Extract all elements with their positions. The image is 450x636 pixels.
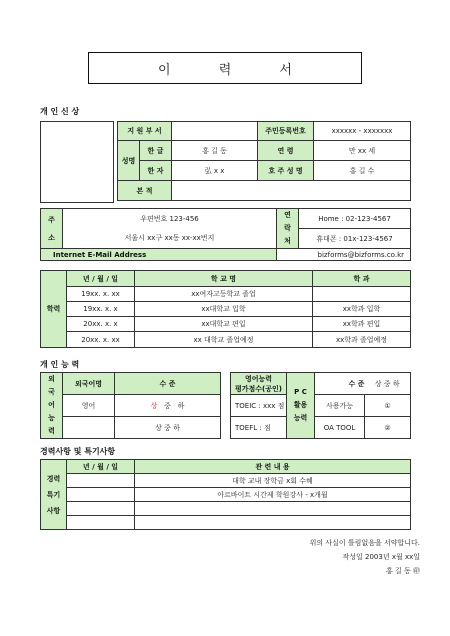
contact-label: 연락처	[277, 209, 299, 249]
edu-date[interactable]: 19xx. x. x	[67, 302, 135, 317]
edu-school[interactable]: xx대학교 편입	[135, 317, 313, 332]
pc-level-header: 수 준	[315, 373, 365, 395]
pc-item-1[interactable]: 사용가능	[315, 395, 365, 417]
table-row	[41, 516, 411, 530]
career-content[interactable]: 아르바이트 시간제 학원강사 - x개월	[135, 488, 411, 502]
hanja-label: 한 자	[140, 161, 172, 181]
table-row	[41, 302, 411, 317]
edu-school[interactable]: xx대학교 입학	[135, 302, 313, 317]
career-header-content: 관 련 내 용	[135, 460, 411, 474]
education-label: 학력	[41, 271, 67, 348]
foreign-language-table	[40, 372, 221, 439]
pc-header: P C 활용 능력	[287, 373, 315, 439]
table-row	[41, 287, 411, 302]
foreign-lang[interactable]: 영어	[63, 395, 115, 417]
career-date[interactable]	[67, 502, 135, 516]
foreign-side-label: 외국어능력	[41, 373, 63, 439]
hanja-value[interactable]: 弘 x x	[172, 161, 258, 181]
edu-school[interactable]: xx 대학교 졸업예정	[135, 332, 313, 348]
pc-level-values: 상 중 하	[365, 373, 411, 395]
name-label: 성명	[118, 141, 140, 181]
education-table	[40, 270, 411, 348]
hangul-label: 한 글	[140, 141, 172, 161]
origin-value[interactable]	[172, 181, 411, 201]
foreign-level-2[interactable]: 상 중 하	[115, 417, 221, 439]
foreign-lang-2[interactable]	[63, 417, 115, 439]
edu-header-major: 학 과	[313, 271, 411, 287]
pc-mark-2[interactable]: ②	[365, 417, 411, 439]
edu-school[interactable]: xx여자고등학교 졸업	[135, 287, 313, 302]
career-date[interactable]	[67, 516, 135, 530]
edu-date[interactable]: 20xx. x. xx	[67, 332, 135, 348]
edu-major[interactable]: xx학과 입학	[313, 302, 411, 317]
idnum-label: 주민등록번호	[258, 122, 314, 141]
home-phone[interactable]: Home : 02-123-4567	[299, 209, 411, 229]
personal-info-table	[117, 121, 411, 201]
origin-label: 본 적	[118, 181, 172, 201]
photo-area[interactable]	[40, 121, 114, 203]
foreign-header-level: 수 준	[115, 373, 221, 395]
career-date[interactable]	[67, 474, 135, 488]
level-high[interactable]: 상	[150, 401, 158, 410]
head-label: 호 주 성 명	[258, 161, 314, 181]
address-table	[40, 208, 411, 261]
pledge-statement: 위의 사실이 틀림없음을 서약합니다.	[309, 539, 420, 547]
email-label: Internet E-Mail Address	[41, 249, 277, 261]
postal-code[interactable]: 우편번호 123-456	[63, 209, 277, 229]
email-value[interactable]: bizforms@bizforms.co.kr	[277, 249, 411, 261]
pc-item-2[interactable]: OA TOOL	[315, 417, 365, 439]
table-row	[41, 332, 411, 348]
apply-label: 지 원 부 서	[118, 122, 172, 141]
edu-date[interactable]: 20xx. x. x	[67, 317, 135, 332]
career-label: 경력 특기 사항	[41, 460, 67, 530]
table-row	[41, 502, 411, 516]
idnum-value[interactable]: xxxxxx - xxxxxxx	[314, 122, 411, 141]
mobile-phone[interactable]: 휴대폰 : 01x-123-4567	[299, 229, 411, 249]
career-content[interactable]	[135, 516, 411, 530]
level-low[interactable]: 하	[177, 401, 185, 410]
section-career: 경력사항 및 특기사항	[40, 447, 116, 456]
english-score-header: 영어능력 평가점수(공인)	[231, 373, 287, 395]
career-content[interactable]	[135, 502, 411, 516]
edu-major[interactable]: xx학과 졸업예정	[313, 332, 411, 348]
foreign-header-name: 외국어명	[63, 373, 115, 395]
toeic-score[interactable]: TOEIC : xxx 점	[231, 395, 287, 417]
career-date[interactable]	[67, 488, 135, 502]
foreign-level-1[interactable]	[115, 395, 221, 417]
career-header-date: 년 / 월 / 일	[67, 460, 135, 474]
document-title: 이 력 서	[88, 52, 362, 84]
edu-header-school: 학 교 명	[135, 271, 313, 287]
age-label: 연 령	[258, 141, 314, 161]
english-pc-table	[230, 372, 411, 439]
level-mid[interactable]: 중	[164, 401, 171, 410]
table-row	[41, 488, 411, 502]
signer-name: 홍 길 동 ㊞	[386, 567, 420, 575]
apply-value[interactable]	[172, 122, 258, 141]
head-value[interactable]: 홍 길 수	[314, 161, 411, 181]
age-value[interactable]: 만 xx 세	[314, 141, 411, 161]
street-address[interactable]: 서울시 xx구 xx동 xx-xx번지	[63, 229, 277, 249]
edu-major[interactable]: xx학과 편입	[313, 317, 411, 332]
hangul-value[interactable]: 홍 길 동	[172, 141, 258, 161]
written-date: 작성일 2003년 x월 xx일	[342, 553, 420, 561]
edu-major[interactable]	[313, 287, 411, 302]
career-content[interactable]: 대학 교내 장학금 x회 수혜	[135, 474, 411, 488]
section-personal: 개 인 신 상	[40, 107, 80, 116]
table-row	[41, 474, 411, 488]
edu-header-date: 년 / 월 / 일	[67, 271, 135, 287]
pc-mark-1[interactable]: ①	[365, 395, 411, 417]
section-ability: 개 인 능 력	[40, 360, 80, 369]
toefl-score[interactable]: TOEFL : 점	[231, 417, 287, 439]
career-table	[40, 459, 411, 530]
edu-date[interactable]: 19xx. x. xx	[67, 287, 135, 302]
address-label: 주소	[41, 209, 63, 249]
table-row	[41, 317, 411, 332]
